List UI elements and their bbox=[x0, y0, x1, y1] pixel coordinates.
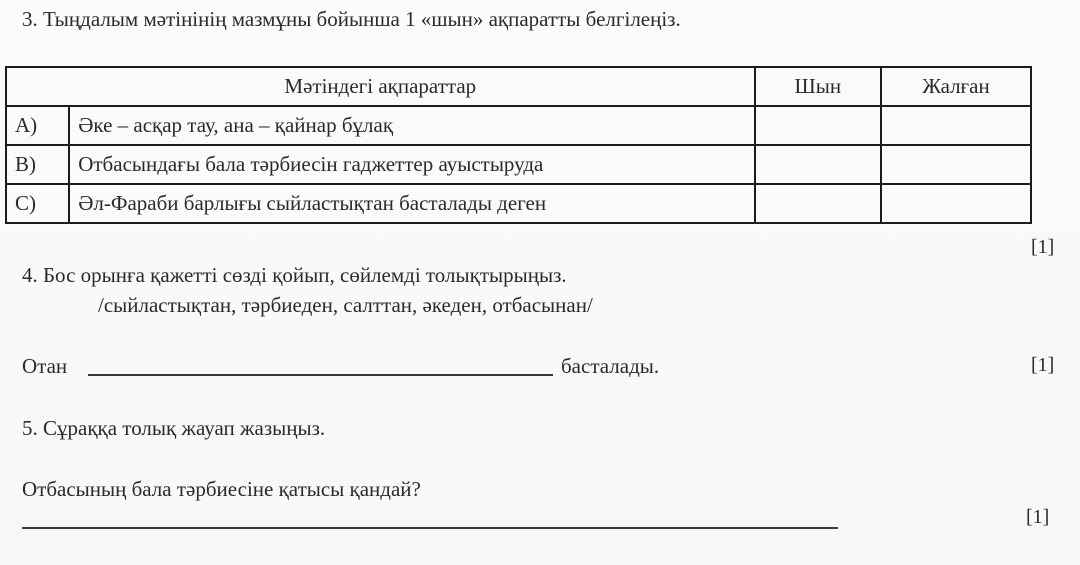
false-answer-cell[interactable] bbox=[881, 184, 1031, 223]
fill-in-blank[interactable] bbox=[88, 374, 553, 376]
true-answer-cell[interactable] bbox=[755, 145, 881, 184]
row-letter: A) bbox=[6, 106, 69, 145]
header-false: Жалған bbox=[881, 67, 1031, 106]
row-statement: Әл-Фараби барлығы сыйластықтан басталады деген bbox=[69, 184, 754, 223]
false-answer-cell[interactable] bbox=[881, 106, 1031, 145]
information-table bbox=[5, 66, 1032, 224]
row-statement: Отбасындағы бала тәрбиесін гаджеттер ауыстыруда bbox=[69, 145, 754, 184]
row-letter: C) bbox=[6, 184, 69, 223]
header-information: Мәтіндегі ақпараттар bbox=[6, 67, 755, 106]
question-3-title: 3. Тыңдалым мәтінінің мазмұны бойынша 1 «шын» ақпаратты белгілеңіз. bbox=[22, 7, 681, 31]
table-header-row bbox=[6, 67, 1031, 106]
sentence-prefix: Отан bbox=[22, 354, 68, 378]
row-letter: B) bbox=[6, 145, 69, 184]
question-5-prompt: Отбасының бала тәрбиесіне қатысы қандай? bbox=[22, 477, 421, 501]
table-row bbox=[6, 106, 1031, 145]
question-4-word-options: /сыйластықтан, тәрбиеден, салттан, әкеден, отбасынан/ bbox=[98, 293, 593, 317]
question-4-title: 4. Бос орынға қажетті сөзді қойып, сөйлемді толықтырыңыз. bbox=[22, 263, 567, 287]
row-statement: Әке – асқар тау, ана – қайнар бұлақ bbox=[69, 106, 754, 145]
answer-line[interactable] bbox=[22, 527, 838, 529]
false-answer-cell[interactable] bbox=[881, 145, 1031, 184]
question-3-score: [1] bbox=[1031, 236, 1055, 258]
true-answer-cell[interactable] bbox=[755, 106, 881, 145]
question-5-title: 5. Сұраққа толық жауап жазыңыз. bbox=[22, 416, 326, 440]
question-5-score: [1] bbox=[1026, 506, 1050, 528]
table-row bbox=[6, 184, 1031, 223]
table-row bbox=[6, 145, 1031, 184]
sentence-suffix: басталады. bbox=[561, 354, 660, 378]
header-true: Шын bbox=[755, 67, 881, 106]
question-4-score: [1] bbox=[1031, 354, 1055, 376]
true-answer-cell[interactable] bbox=[755, 184, 881, 223]
